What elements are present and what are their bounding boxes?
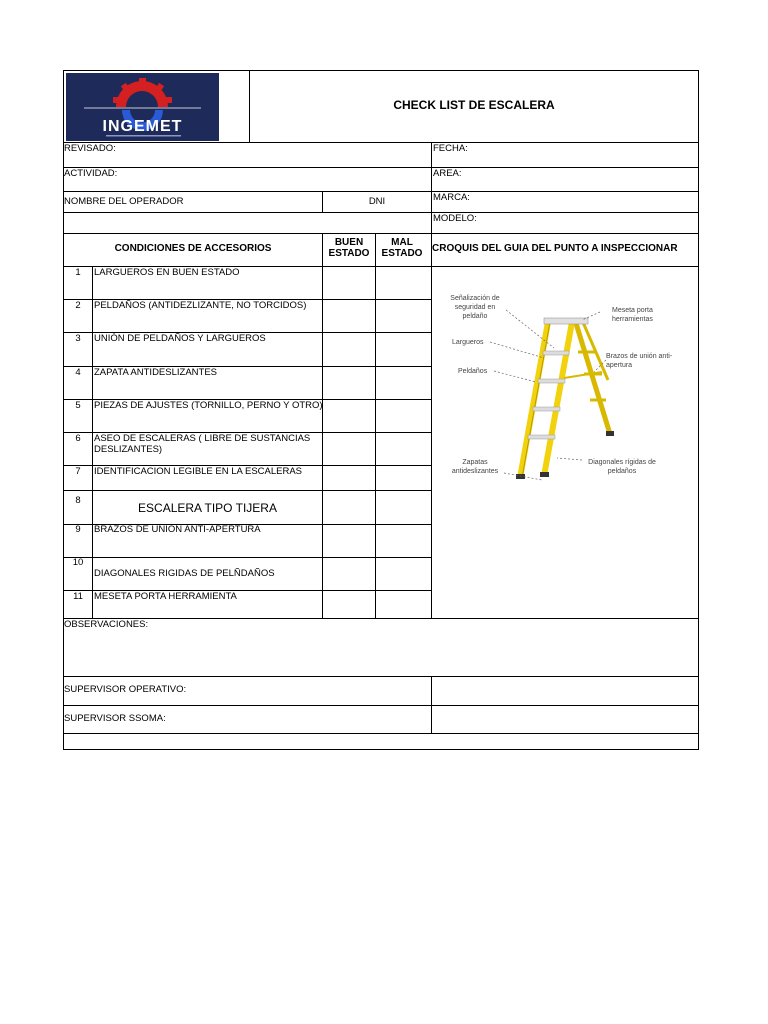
company-logo	[66, 73, 219, 141]
modelo-label: MODELO:	[433, 213, 477, 224]
logo-text: INGEMET	[102, 118, 183, 135]
row-number: 9	[75, 524, 81, 535]
label-meseta: Meseta porta herramientas	[612, 307, 653, 323]
marca-label: MARCA:	[433, 192, 470, 203]
row-number: 3	[75, 333, 81, 344]
row-number: 11	[73, 591, 83, 602]
row-text: LARGUEROS EN BUEN ESTADO	[94, 267, 240, 278]
row-text: PIEZAS DE AJUSTES (TORNILLO, PERNO Y OTRO)	[94, 400, 323, 411]
label-senalizacion: Señalización de seguridad en peldaño	[450, 295, 500, 320]
ladder-diagram	[432, 268, 698, 618]
row-number: 2	[75, 300, 81, 311]
row-text: ZAPATA ANTIDESLIZANTES	[94, 367, 217, 378]
row-number: 4	[75, 367, 81, 378]
row-number: 10	[72, 557, 84, 568]
bad-state-header: MAL ESTADO	[381, 237, 423, 259]
label-peldanos: Peldaños	[458, 368, 488, 375]
area-label: AREA:	[433, 168, 462, 179]
sketch-header: CROQUIS DEL GUIA DEL PUNTO A INSPECCIONAR	[432, 243, 678, 254]
label-diagonales: Diagonales rígidas de peldaños	[588, 459, 656, 475]
row-text: UNIÓN DE PELDAÑOS Y LARGUEROS	[94, 333, 266, 344]
section-title: ESCALERA TIPO TIJERA	[138, 501, 277, 515]
row-text: ASEO DE ESCALERAS ( LIBRE DE SUSTANCIAS DESLIZANTES)	[94, 433, 311, 455]
label-zapatas: Zapatas antideslizantes	[451, 459, 499, 475]
dni-label: DNI	[368, 196, 386, 207]
row-number: 7	[75, 466, 81, 477]
page-title: CHECK LIST DE ESCALERA	[393, 98, 555, 112]
actividad-label: ACTIVIDAD:	[64, 168, 118, 179]
row-number: 5	[75, 400, 81, 411]
row-number: 8	[75, 495, 81, 506]
row-number: 6	[75, 433, 81, 444]
revisado-label: REVISADO:	[64, 143, 116, 154]
operador-label: NOMBRE DEL OPERADOR	[64, 196, 184, 207]
row-number: 1	[75, 267, 81, 278]
supervisor-operativo-label: SUPERVISOR OPERATIVO:	[64, 684, 187, 695]
good-state-header: BUEN ESTADO	[328, 237, 370, 259]
observaciones-label: OBSERVACIONES:	[64, 619, 149, 630]
label-brazos: Brazos de unión anti-apertura	[606, 353, 673, 369]
label-largueros: Largueros	[452, 339, 484, 346]
row-text: DIAGONALES RIGIDAS DE PELÑDAÑOS	[94, 568, 275, 579]
row-text: IDENTIFICACION LEGIBLE EN LA ESCALERAS	[94, 466, 303, 477]
fecha-label: FECHA:	[433, 143, 468, 154]
row-text: PELDAÑOS (ANTIDEZLIZANTE, NO TORCIDOS)	[94, 300, 307, 311]
conditions-header: CONDICIONES DE ACCESORIOS	[114, 243, 272, 254]
row-text: BRAZOS DE UNION ANTI-APERTURA	[94, 524, 261, 535]
supervisor-ssoma-label: SUPERVISOR SSOMA:	[64, 713, 166, 724]
row-text: MESETA PORTA HERRAMIENTA	[94, 591, 237, 602]
